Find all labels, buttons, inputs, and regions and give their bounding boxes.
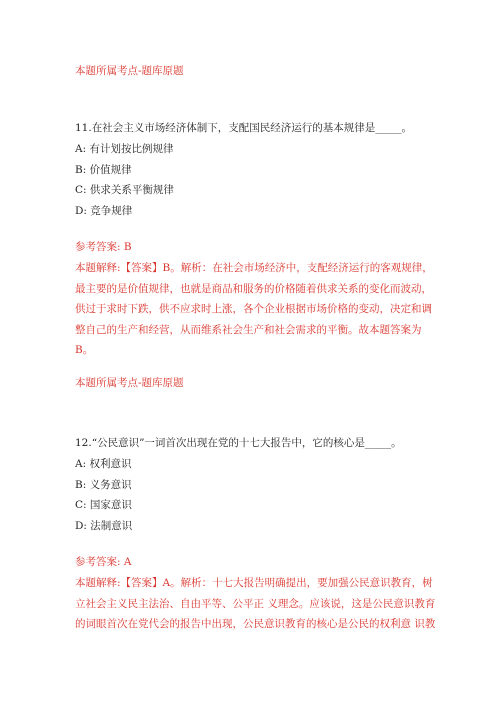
- section-label-1: 本题所属考点-题库原题: [75, 65, 184, 77]
- question-12-stem: 12.“公民意识”一词首次出现在党的十七大报告中，它的核心是_____。: [75, 437, 402, 449]
- question-12-option-d: D: 法制意识: [75, 520, 133, 532]
- question-12-answer: 参考答案: A: [75, 556, 132, 568]
- question-11-option-a: A: 有计划按比例规律: [75, 143, 174, 155]
- question-11-option-c: C: 供求关系平衡规律: [75, 184, 174, 196]
- explanation-line: 本题解释:【答案】A。解析：十七大报告明确提出，要加强公民意识教育，树: [75, 577, 433, 589]
- explanation-line: B。: [75, 344, 94, 356]
- explanation-line: 的词眼首次在党代会的报告中出现，公民意识教育的核心是公民的权利意 识教: [75, 618, 436, 630]
- question-11-stem: 11.在社会主义市场经济体制下，支配国民经济运行的基本规律是_____。: [75, 122, 412, 134]
- explanation-line: 本题解释:【答案】B。解析：在社会市场经济中，支配经济运行的客观规律，: [75, 262, 433, 274]
- question-12-option-b: B: 义务意识: [75, 479, 132, 491]
- question-12-option-c: C: 国家意识: [75, 499, 132, 511]
- question-11-option-d: D: 竞争规律: [75, 205, 133, 217]
- question-12-explanation: [75, 573, 435, 635]
- question-12-option-a: A: 权利意识: [75, 458, 132, 470]
- explanation-line: 整自己的生产和经营，从而维系社会生产和社会需求的平衡。故本题答案为: [75, 323, 422, 336]
- explanation-line: 最主要的是价值规律，也就是商品和服务的价格随着供求关系的变化而波动，: [75, 282, 432, 295]
- explanation-line: 立社会主义民主法治、自由平等、公平正 义理念。应该说，这是公民意识教育: [75, 597, 436, 610]
- section-label-2: 本题所属考点-题库原题: [75, 377, 184, 389]
- question-11-answer: 参考答案: B: [75, 241, 132, 253]
- question-11-option-b: B: 价值规律: [75, 164, 132, 176]
- question-11-explanation: [75, 258, 435, 361]
- explanation-line: 供过于求时下跌，供不应求时上涨，各个企业根据市场价格的变动，决定和调: [75, 303, 432, 315]
